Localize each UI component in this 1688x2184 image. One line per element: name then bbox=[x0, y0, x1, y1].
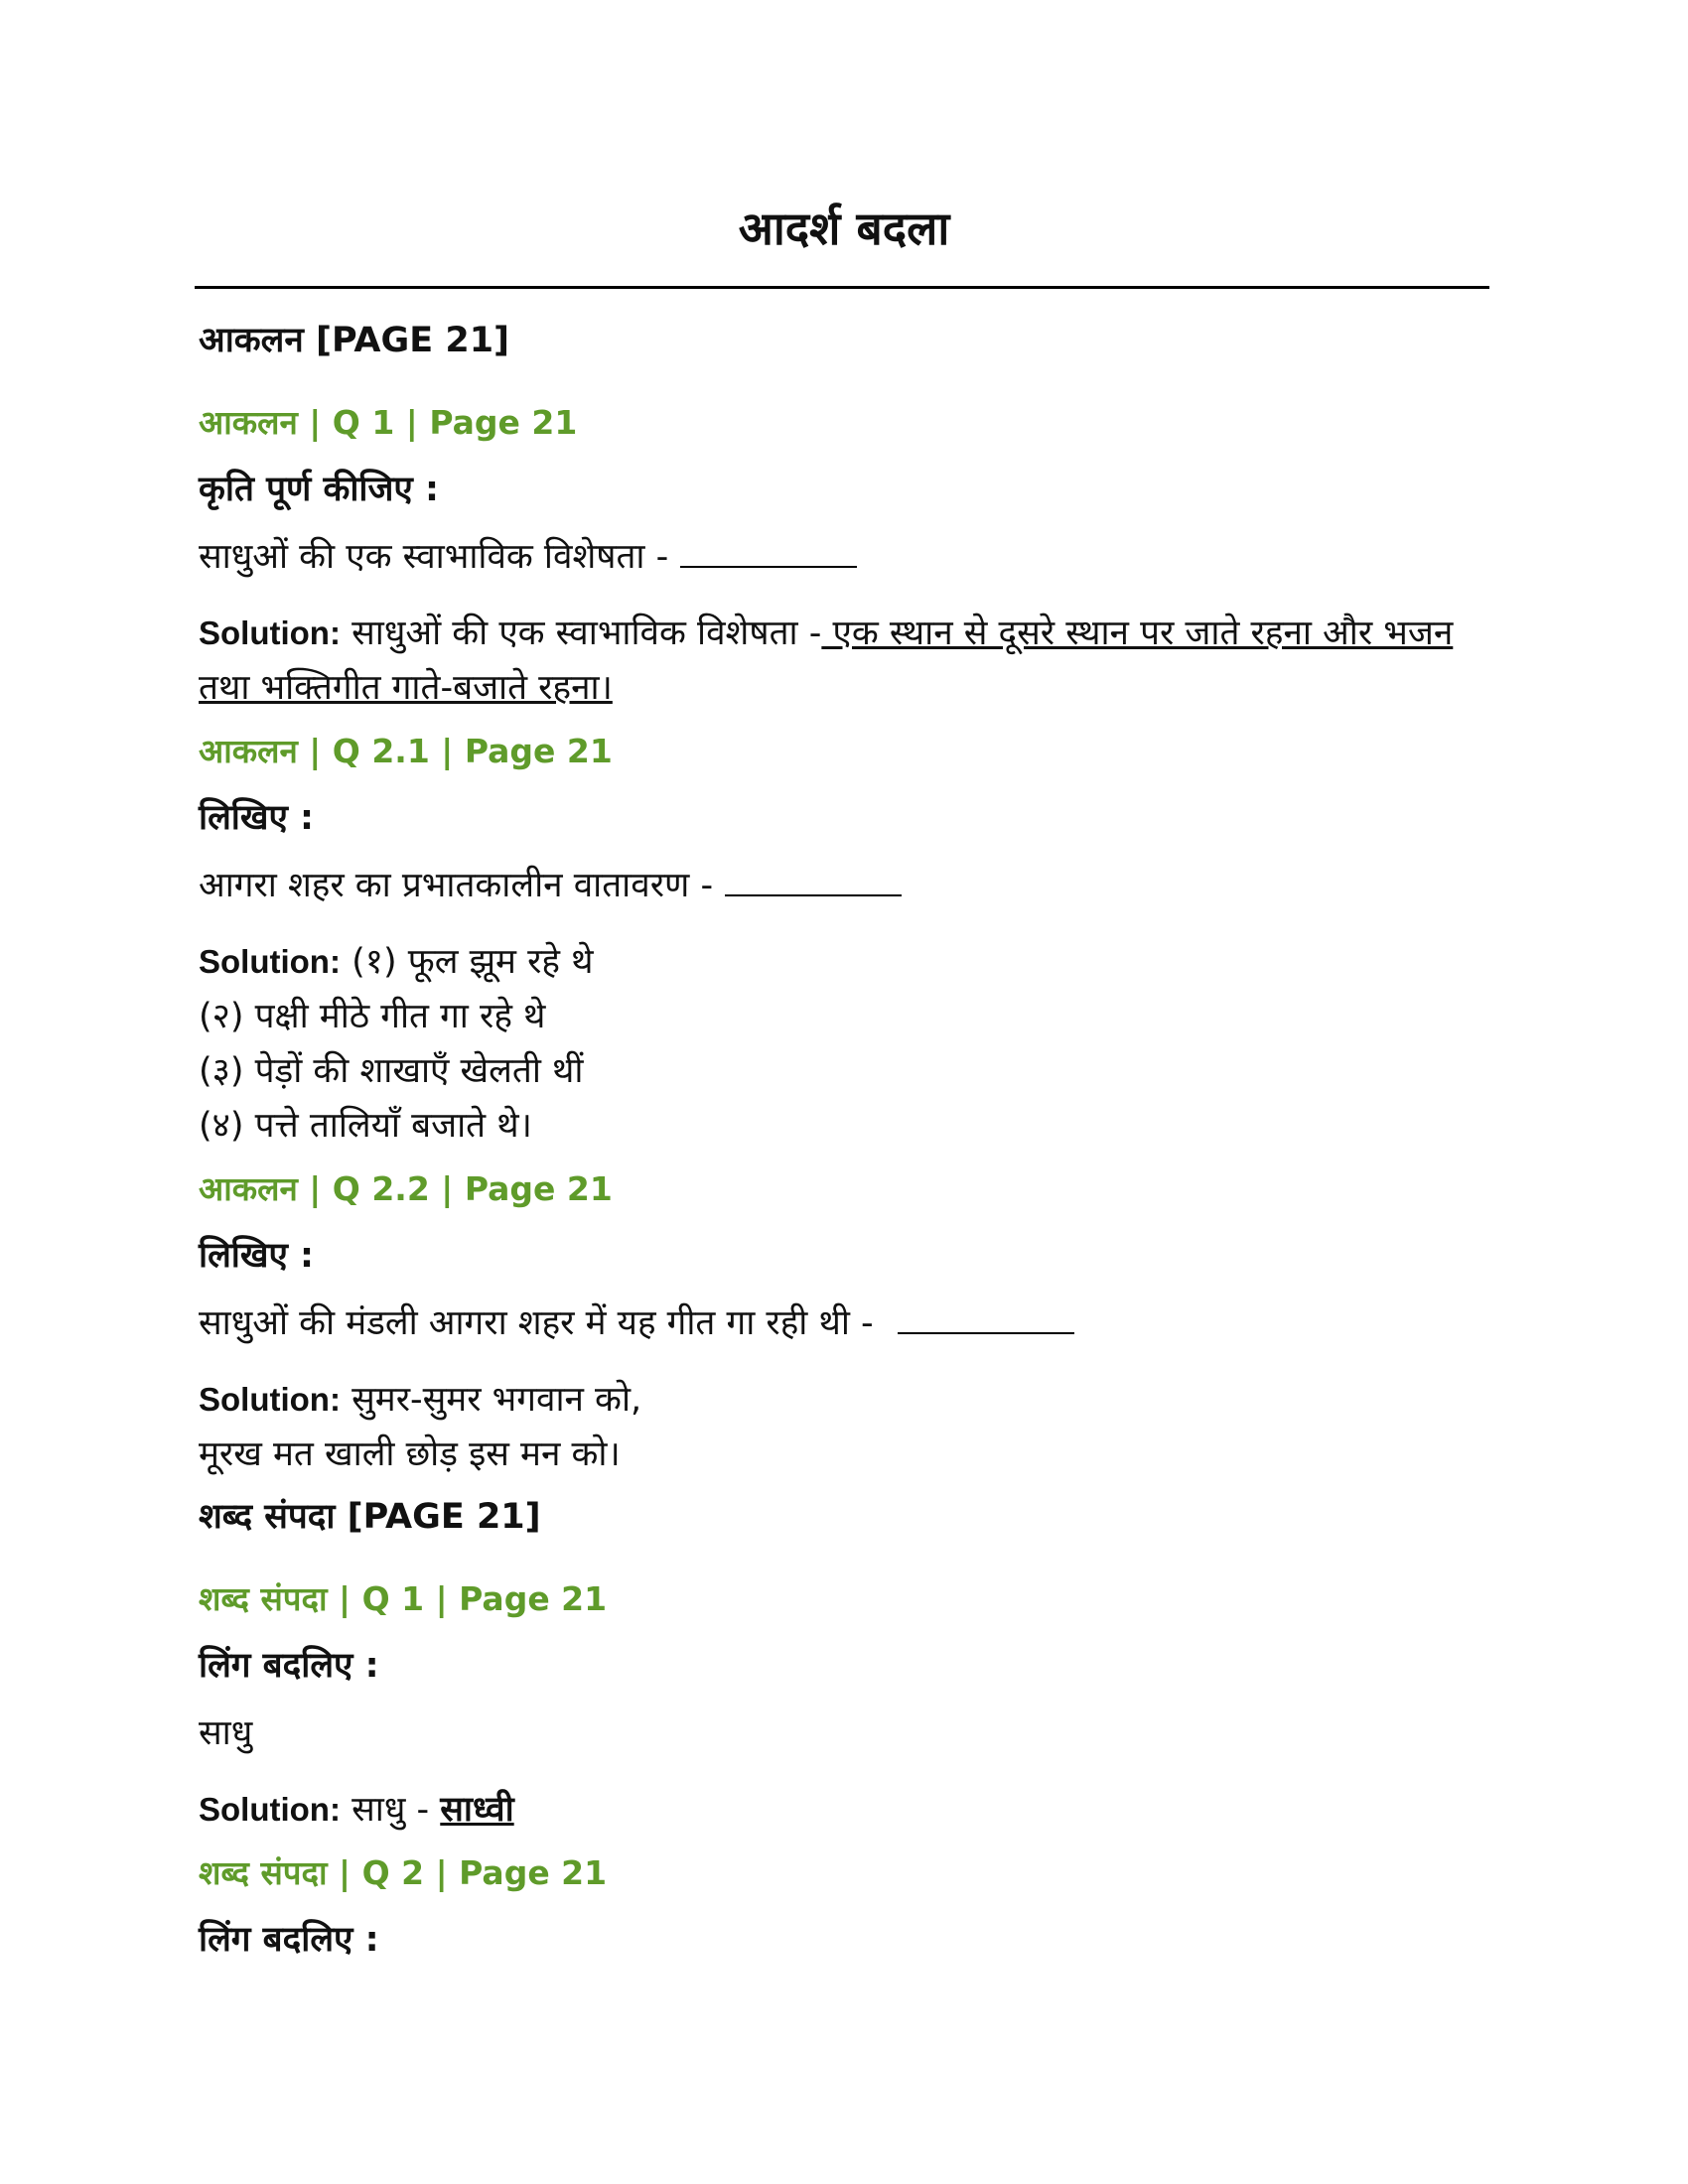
solution bbox=[199, 1782, 1489, 1838]
question-instruction: लिंग बदलिए : bbox=[199, 1646, 379, 1686]
section-heading-aakalan: आकलन [PAGE 21] bbox=[199, 321, 510, 360]
solution-line: सुमर-सुमर भगवान को, bbox=[352, 1380, 642, 1420]
question-ref: आकलन | Q 2.1 | Page 21 bbox=[199, 732, 613, 770]
section-heading-shabd-sampada: शब्द संपदा [PAGE 21] bbox=[199, 1497, 541, 1537]
question-instruction: कृति पूर्ण कीजिए : bbox=[199, 470, 439, 509]
solution-label: Solution: bbox=[199, 943, 341, 980]
question-ref: शब्द संपदा | Q 2 | Page 21 bbox=[199, 1853, 608, 1892]
solution-label: Solution: bbox=[199, 1791, 341, 1828]
question-text: साधु bbox=[199, 1713, 253, 1753]
solution-line: मूरख मत खाली छोड़ इस मन को। bbox=[199, 1434, 621, 1474]
question-ref: आकलन | Q 2.2 | Page 21 bbox=[199, 1169, 613, 1208]
solution-prefix: साधु - bbox=[352, 1790, 430, 1830]
document-body bbox=[199, 314, 1489, 1980]
solution-line: (३) पेड़ों की शाखाएँ खेलती थीं bbox=[199, 1051, 584, 1091]
solution-line: (४) पत्ते तालियाँ बजाते थे। bbox=[199, 1106, 532, 1146]
solution-answer: साध्वी bbox=[440, 1790, 514, 1830]
solution bbox=[199, 1372, 1489, 1428]
question-ref: आकलन | Q 1 | Page 21 bbox=[199, 403, 578, 442]
question-text bbox=[199, 1297, 1489, 1372]
solution-label: Solution: bbox=[199, 614, 341, 651]
question-text bbox=[199, 859, 1489, 934]
question-instruction: लिखिए : bbox=[199, 798, 315, 838]
question-instruction: लिंग बदलिए : bbox=[199, 1920, 379, 1960]
answer-blank bbox=[898, 1300, 1074, 1334]
solution-label: Solution: bbox=[199, 1381, 341, 1418]
solution-line: (२) पक्षी मीठे गीत गा रहे थे bbox=[199, 997, 546, 1036]
solution bbox=[199, 606, 1489, 716]
solution-prefix: साधुओं की एक स्वाभाविक विशेषता - bbox=[352, 614, 822, 653]
answer-blank bbox=[725, 863, 902, 896]
page-title: आदर्श बदला bbox=[738, 202, 950, 255]
answer-blank bbox=[680, 534, 857, 568]
question-instruction: लिखिए : bbox=[199, 1236, 315, 1276]
question-text-content: आगरा शहर का प्रभातकालीन वातावरण - bbox=[199, 866, 714, 905]
question-text-content: साधुओं की एक स्वाभाविक विशेषता - bbox=[199, 537, 669, 577]
solution-answer: एक स्थान से दूसरे स्थान पर जाते रहना और भजन तथा भक्तिगीत गाते-बजाते रहना। bbox=[199, 614, 1454, 708]
solution-line: (१) फूल झूम रहे थे bbox=[352, 942, 594, 982]
question-text bbox=[199, 530, 1489, 606]
title-divider bbox=[195, 286, 1489, 289]
question-text-content: साधुओं की मंडली आगरा शहर में यह गीत गा रही थी - bbox=[199, 1303, 874, 1343]
question-ref: शब्द संपदा | Q 1 | Page 21 bbox=[199, 1579, 608, 1618]
solution bbox=[199, 934, 1489, 990]
